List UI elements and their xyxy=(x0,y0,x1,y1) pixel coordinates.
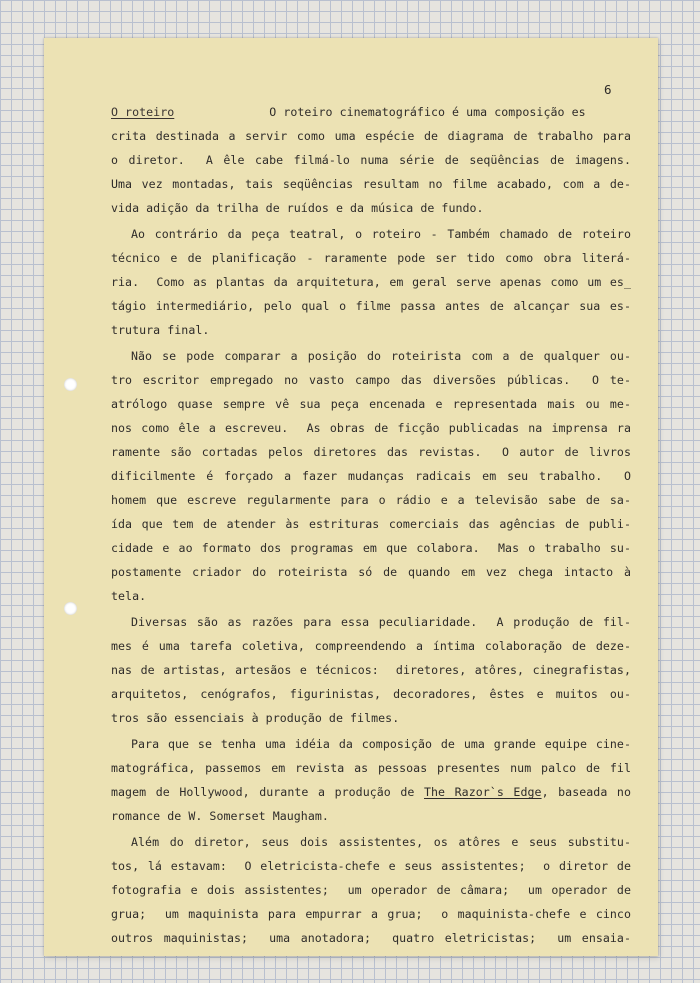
text-line xyxy=(111,780,631,804)
film-title: The Razor`s Edge xyxy=(424,785,542,799)
page-number: 6 xyxy=(604,82,612,97)
text-line: tágio intermediário, pelo qual o filme passa antes de alcançar sua es- xyxy=(111,299,631,313)
text-line: tro escritor empregado no vasto campo das diversões públicas. O te- xyxy=(111,373,631,387)
text-line: tos, lá estavam: O eletricista-chefe e seus assistentes; o diretor de xyxy=(111,859,631,873)
text-line: atrólogo quase sempre vê sua peça encenada e representada mais ou me- xyxy=(111,397,631,411)
text-line: Para que se tenha uma idéia da composição de uma grande equipe cine- xyxy=(131,737,631,751)
text-line xyxy=(111,100,631,124)
text-line: arquitetos, cenógrafos, figurinistas, decoradores, êstes e muitos ou- xyxy=(111,687,631,701)
text-line: o diretor. A êle cabe filmá-lo numa série de seqüências de imagens. xyxy=(111,153,631,167)
typewritten-page xyxy=(44,38,658,956)
text-line: crita destinada a servir como uma espécie de diagrama de trabalho para xyxy=(111,129,631,143)
text-line: Além do diretor, seus dois assistentes, os atôres e seus substitu- xyxy=(131,835,631,849)
text-line: vida adição da trilha de ruídos e da música de fundo. xyxy=(111,201,484,215)
text-line: matográfica, passemos em revista as pessoas presentes num palco de fil xyxy=(111,761,631,775)
text-line: técnico e de planificação - raramente pode ser tido como obra literá- xyxy=(111,251,631,265)
text-line: trutura final. xyxy=(111,323,210,337)
text-fragment: magem de Hollywood, durante a produção de xyxy=(111,785,424,799)
text-fragment: , baseada no xyxy=(541,785,631,799)
text-line: Não se pode comparar a posição do roteirista com a de qualquer ou- xyxy=(131,349,631,363)
text-line: romance de W. Somerset Maugham. xyxy=(111,809,329,823)
text-line: mes é uma tarefa coletiva, compreendendo a íntima colaboração de deze- xyxy=(111,639,631,653)
text-line: postamente criador do roteirista só de quando em vez chega intacto à xyxy=(111,565,631,579)
text-line: tela. xyxy=(111,589,147,603)
section-heading: O roteiro xyxy=(111,105,175,119)
text-line: outros maquinistas; uma anotadora; quatro eletricistas; um ensaia- xyxy=(111,931,631,945)
text-line: ída que tem de atender às estrituras comerciais das agências de publi- xyxy=(111,517,631,531)
text-fragment: O roteiro cinematográfico é uma composição es xyxy=(269,105,586,119)
text-line: ria. Como as plantas da arquitetura, em geral serve apenas como um es_ xyxy=(111,275,631,289)
text-line: homem que escreve regularmente para o rádio e a televisão sabe de sa- xyxy=(111,493,631,507)
text-line: Uma vez montadas, tais seqüências resultam no filme acabado, com a de- xyxy=(111,177,631,191)
text-line: Diversas são as razões para essa peculiaridade. A produção de fil- xyxy=(131,615,631,629)
text-line: tros são essenciais à produção de filmes. xyxy=(111,711,400,725)
text-line: dificilmente é forçado a fazer mudanças radicais em seu trabalho. O xyxy=(111,469,631,483)
text-line: ramente são cortadas pelos diretores das revistas. O autor de livros xyxy=(111,445,631,459)
punch-hole-upper xyxy=(64,378,77,391)
text-line: nos como êle a escreveu. As obras de ficção publicadas na imprensa ra xyxy=(111,421,631,435)
body-text xyxy=(111,100,631,950)
text-line: nas de artistas, artesãos e técnicos: diretores, atôres, cinegrafistas, xyxy=(111,663,631,677)
text-line: cidade e ao formato dos programas em que colabora. Mas o trabalho su- xyxy=(111,541,631,555)
text-line: fotografia e dois assistentes; um operador de câmara; um operador de xyxy=(111,883,631,897)
punch-hole-lower xyxy=(64,602,77,615)
text-line: grua; um maquinista para empurrar a grua; o maquinista-chefe e cinco xyxy=(111,907,631,921)
text-line: Ao contrário da peça teatral, o roteiro - Também chamado de roteiro xyxy=(131,227,631,241)
